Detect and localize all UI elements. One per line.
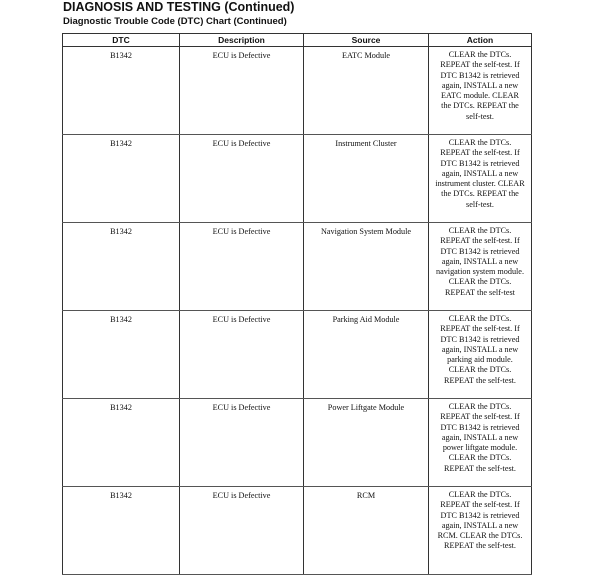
action-line: DTC B1342 is retrieved	[440, 510, 520, 520]
chart-title: Diagnostic Trouble Code (DTC) Chart (Continued)	[63, 16, 287, 27]
source-cell: Power Liftgate Module	[304, 399, 429, 487]
action-line: instrument cluster. CLEAR	[435, 179, 525, 189]
action-cell	[429, 223, 532, 311]
table-row	[63, 223, 532, 311]
dtc-cell: B1342	[63, 47, 180, 135]
action-line: self-test.	[466, 111, 494, 121]
dtc-cell: B1342	[63, 399, 180, 487]
description-cell: ECU is Defective	[180, 223, 304, 311]
description-cell: ECU is Defective	[180, 47, 304, 135]
source-cell: RCM	[304, 487, 429, 575]
action-cell	[429, 487, 532, 575]
action-line: CLEAR the DTCs.	[448, 226, 512, 235]
action-line: CLEAR the DTCs.	[448, 490, 512, 499]
dtc-cell: B1342	[63, 135, 180, 223]
action-line: CLEAR the DTCs.	[448, 453, 512, 463]
action-line: parking aid module.	[447, 355, 513, 365]
description-cell: ECU is Defective	[180, 135, 304, 223]
action-cell	[429, 47, 532, 135]
dtc-cell: B1342	[63, 311, 180, 399]
source-cell: EATC Module	[304, 47, 429, 135]
column-header-dtc: DTC	[63, 34, 180, 47]
action-line: REPEAT the self-test. If	[440, 60, 520, 70]
action-line: EATC module. CLEAR	[440, 91, 519, 101]
table-row	[63, 135, 532, 223]
action-line: again, INSTALL a new	[441, 344, 519, 354]
action-line: the DTCs. REPEAT the	[441, 101, 519, 111]
source-cell: Navigation System Module	[304, 223, 429, 311]
column-header-source: Source	[304, 34, 429, 47]
table-header-row	[63, 34, 532, 47]
action-line: REPEAT the self-test. If	[440, 236, 520, 246]
action-line: again, INSTALL a new	[441, 256, 519, 266]
action-line: RCM. CLEAR the DTCs.	[437, 531, 523, 541]
description-cell: ECU is Defective	[180, 311, 304, 399]
action-line: navigation system module.	[435, 267, 524, 277]
action-line: again, INSTALL a new	[441, 168, 519, 178]
action-line: again, INSTALL a new	[441, 432, 519, 442]
action-line: REPEAT the self-test.	[444, 541, 516, 551]
action-line: REPEAT the self-test.	[444, 463, 516, 473]
source-cell: Parking Aid Module	[304, 311, 429, 399]
action-cell	[429, 135, 532, 223]
action-line: CLEAR the DTCs.	[448, 138, 512, 147]
action-line: DTC B1342 is retrieved	[440, 158, 520, 168]
action-line: DTC B1342 is retrieved	[440, 246, 520, 256]
dtc-cell: B1342	[63, 487, 180, 575]
action-line: REPEAT the self-test	[445, 287, 515, 297]
action-line: CLEAR the DTCs.	[448, 365, 512, 375]
page-title: DIAGNOSIS AND TESTING (Continued)	[63, 0, 295, 14]
action-cell	[429, 311, 532, 399]
column-header-action: Action	[429, 34, 532, 47]
description-cell: ECU is Defective	[180, 487, 304, 575]
action-line: again, INSTALL a new	[441, 80, 519, 90]
source-cell: Instrument Cluster	[304, 135, 429, 223]
action-line: again, INSTALL a new	[441, 520, 519, 530]
action-line: CLEAR the DTCs.	[448, 277, 512, 287]
action-line: REPEAT the self-test. If	[440, 500, 520, 510]
action-line: REPEAT the self-test.	[444, 375, 516, 385]
action-line: DTC B1342 is retrieved	[440, 422, 520, 432]
action-line: self-test.	[466, 199, 494, 209]
action-line: the DTCs. REPEAT the	[441, 189, 519, 199]
action-line: REPEAT the self-test. If	[440, 412, 520, 422]
dtc-chart-table	[62, 33, 532, 575]
column-header-description: Description	[180, 34, 304, 47]
description-cell: ECU is Defective	[180, 399, 304, 487]
dtc-cell: B1342	[63, 223, 180, 311]
action-line: DTC B1342 is retrieved	[440, 334, 520, 344]
action-cell	[429, 399, 532, 487]
table-row	[63, 399, 532, 487]
table-row	[63, 311, 532, 399]
action-line: REPEAT the self-test. If	[440, 324, 520, 334]
action-line: power liftgate module.	[442, 443, 518, 453]
action-line: REPEAT the self-test. If	[440, 148, 520, 158]
action-line: CLEAR the DTCs.	[448, 50, 512, 59]
action-line: DTC B1342 is retrieved	[440, 70, 520, 80]
action-line: CLEAR the DTCs.	[448, 402, 512, 411]
action-line: CLEAR the DTCs.	[448, 314, 512, 323]
table-body	[63, 47, 532, 575]
table-row	[63, 47, 532, 135]
table-row	[63, 487, 532, 575]
